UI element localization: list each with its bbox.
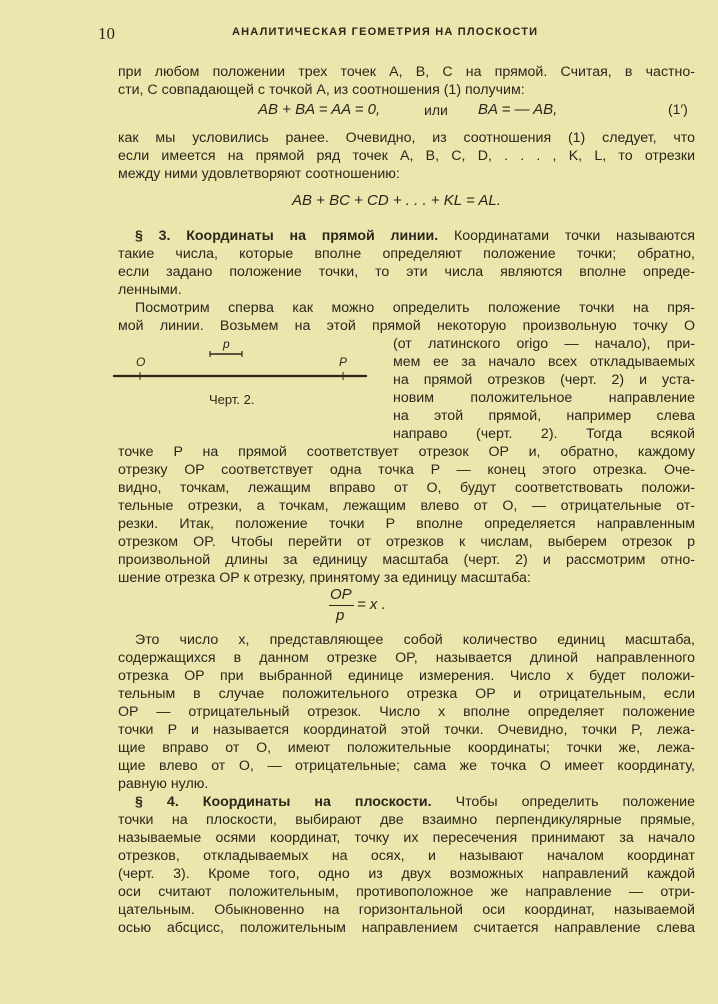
label-o: O bbox=[136, 355, 146, 369]
side-text bbox=[393, 335, 695, 443]
formula-denominator: p bbox=[336, 607, 345, 624]
text-line: тельные отрезки, а точкам, лежащим влево от O, — отрицательные от- bbox=[118, 498, 695, 514]
text-line: тельным в случае положительного отрезка OP и отрицательным, если bbox=[118, 686, 695, 702]
paragraph-4 bbox=[118, 443, 695, 587]
fraction-bar bbox=[329, 605, 354, 606]
section-4 bbox=[118, 793, 695, 937]
equation-right: BA = — AB, bbox=[478, 101, 558, 118]
text-line: щие влево от O, — отрицательные; сама же точка O имеет координату, bbox=[118, 758, 695, 774]
section-3-heading: § 3. Координаты на прямой линии. bbox=[135, 228, 439, 244]
text-line: новим положительное направление bbox=[393, 390, 695, 406]
text-line: резки. Итак, положение точки P вполне определяется направленным bbox=[118, 516, 695, 532]
section-3-lines bbox=[118, 245, 695, 299]
section-4-first-line bbox=[118, 793, 695, 811]
text-line: если задано положение точки, то эти числа являются вполне опреде- bbox=[118, 264, 695, 280]
text-line: отрезком OP. Чтобы перейти от отрезков к числам, выберем отрезок p bbox=[118, 534, 695, 550]
section-3-first-rest: Координатами точки называются bbox=[453, 228, 695, 244]
text-line: Посмотрим сперва как можно определить положение точки на пря- bbox=[135, 300, 695, 316]
text-line: на этой прямой, например слева bbox=[393, 408, 695, 424]
text-line: равную нулю. bbox=[118, 776, 209, 792]
text-line: (черт. 3). Кроме того, одно из двух возможных направлений каждой bbox=[118, 866, 695, 882]
text-line: на прямой отрезков (черт. 2) и уста- bbox=[393, 372, 695, 388]
paragraph-1 bbox=[118, 63, 695, 99]
paragraph-5 bbox=[118, 631, 695, 793]
text-line: точки P и называется координатой этой точки. Очевидно, точки P, лежа- bbox=[118, 722, 695, 738]
text-line: если имеется на прямой ряд точек A, B, C, D, . . . , K, L, то отрезки bbox=[118, 148, 695, 164]
figure-2 bbox=[105, 335, 385, 425]
paragraph-3 bbox=[118, 299, 695, 335]
text-line: отрезка OP при выбранной единице измерения. Число x будет положи- bbox=[118, 668, 695, 684]
label-p-unit: p bbox=[223, 337, 230, 351]
text-line: при любом положении трех точек A, B, C на прямой. Считая, в частно- bbox=[118, 64, 695, 80]
text-line: Это число x, представляющее собой количество единиц масштаба, bbox=[135, 632, 695, 648]
text-line: щие вправо от O, имеют положительные координаты; точки же, лежа- bbox=[118, 740, 695, 756]
equation-left: AB + BA = AA = 0, bbox=[258, 101, 381, 118]
section-3-first-line bbox=[118, 227, 695, 245]
section-4-heading: § 4. Координаты на плоскости. bbox=[135, 794, 432, 810]
running-title: АНАЛИТИЧЕСКАЯ ГЕОМЕТРИЯ НА ПЛОСКОСТИ bbox=[232, 26, 539, 38]
text-line: мем ее за начало всех откладываемых bbox=[393, 354, 695, 370]
text-line: сти, C совпадающей с точкой A, из соотношения (1) получим: bbox=[118, 82, 525, 98]
formula-rhs: = x . bbox=[357, 596, 386, 613]
equation-sum: AB + BC + CD + . . . + KL = AL. bbox=[292, 192, 501, 209]
text-line: направо (черт. 2). Тогда всякой bbox=[393, 426, 695, 442]
text-line: точки на плоскости, выбирают две взаимно перпендикулярные прямые, bbox=[118, 812, 695, 828]
text-line: отрезков, откладываемых на осях, и называют началом координат bbox=[118, 848, 695, 864]
equation-word: или bbox=[424, 102, 448, 118]
text-line: шение отрезка OP к отрезку, принятому за единицу масштаба: bbox=[118, 570, 531, 586]
equation-number: (1′) bbox=[668, 101, 688, 117]
page-number: 10 bbox=[98, 24, 115, 43]
section-4-lines bbox=[118, 811, 695, 937]
formula-numerator: OP bbox=[330, 586, 352, 603]
text-line: цательным. Обыкновенно на горизонтальной оси координат, называемой bbox=[118, 902, 695, 918]
text-line: между ними удовлетворяют соотношению: bbox=[118, 166, 400, 182]
paragraph-2 bbox=[118, 129, 695, 183]
number-line-diagram bbox=[105, 335, 385, 425]
label-p-point: P bbox=[339, 355, 348, 369]
text-line: осью абсцисс, положительным направлением считается направление слева bbox=[118, 920, 695, 936]
section-4-first-rest: Чтобы определить положение bbox=[455, 794, 695, 810]
text-line: такие числа, которые вполне определяют положение точки; обратно, bbox=[118, 246, 695, 262]
text-line: произвольной длины за единицу масштаба (черт. 2) и рассмотрим отно- bbox=[118, 552, 695, 568]
text-line: OP — отрицательный отрезок. Число x вполне определяет положение bbox=[118, 704, 695, 720]
text-line: (от латинского origo — начало), при- bbox=[393, 336, 695, 352]
figure-caption: Черт. 2. bbox=[209, 392, 255, 407]
text-line: содержащихся в данном отрезке OP, называется длиной направленного bbox=[118, 650, 695, 666]
text-line: точке P на прямой соответствует отрезок OP и, обратно, каждому bbox=[118, 444, 695, 460]
text-line: оси считают положительным, противоположное же направление — отри- bbox=[118, 884, 695, 900]
text-line: отрезку OP соответствует одна точка P — конец этого отрезка. Оче- bbox=[118, 462, 695, 478]
section-3 bbox=[118, 227, 695, 299]
text-line: называемые осями координат, точку их пересечения принимают за начало bbox=[118, 830, 695, 846]
text-line: видно, точкам, лежащим вправо от O, будут соответствовать положи- bbox=[118, 480, 695, 496]
text-line: мой линии. Возьмем на этой прямой некоторую произвольную точку O bbox=[118, 318, 695, 334]
text-line: ленными. bbox=[118, 282, 182, 298]
text-line: как мы условились ранее. Очевидно, из соотношения (1) следует, что bbox=[118, 130, 695, 146]
